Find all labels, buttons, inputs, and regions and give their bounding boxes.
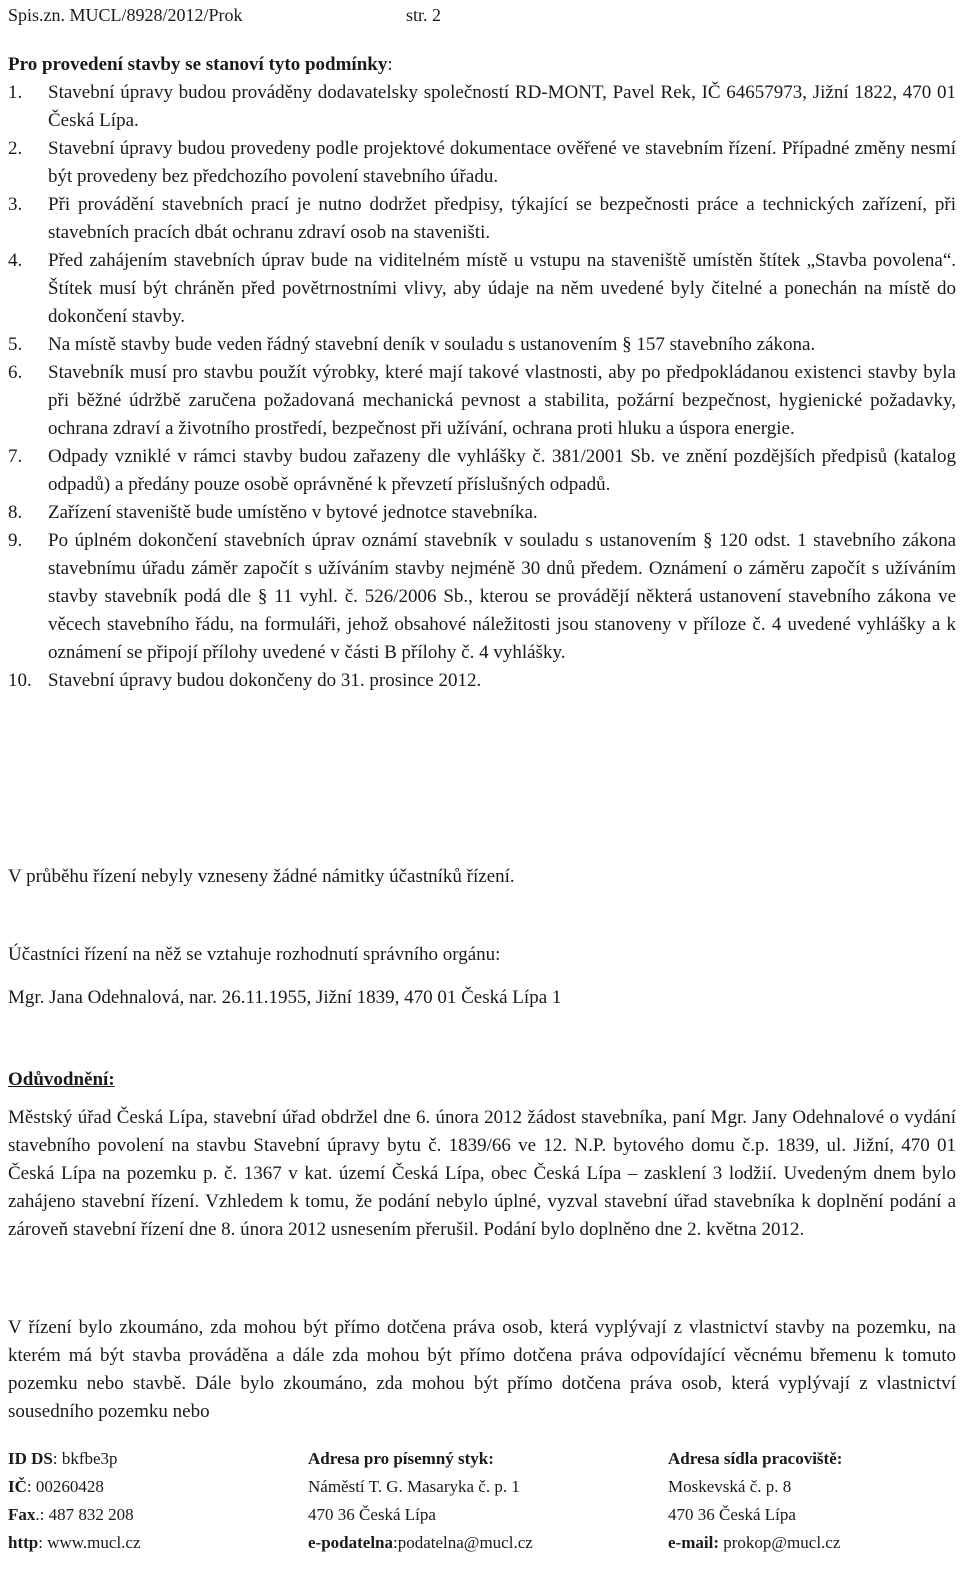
condition-text: Stavební úpravy budou provedeny podle projektové dokumentace ověřené ve stavebním řízení. Případné změny nesmí být provedeny bez předchozího povolení stavebního úřadu. <box>48 138 956 187</box>
footer-value: : www.mucl.cz <box>38 1533 141 1552</box>
footer-value: prokop@mucl.cz <box>718 1533 841 1552</box>
participant-entry: Mgr. Jana Odehnalová, nar. 26.11.1955, Jižní 1839, 470 01 Česká Lípa 1 <box>8 987 562 1008</box>
condition-text: Při provádění stavebních prací je nutno dodržet předpisy, týkající se bezpečnosti práce a technických zařízení, při stavebních pracích dbát ochranu zdraví osob na staveništi. <box>48 194 956 243</box>
condition-number: 3. <box>8 194 23 215</box>
page-number: str. 2 <box>406 5 442 25</box>
condition-text: Stavební úpravy budou prováděny dodavatelsky společností RD-MONT, Pavel Rek, IČ 64657973, Jižní 1822, 470 01 Česká Lípa. <box>48 82 956 131</box>
footer-fax <box>8 1501 141 1529</box>
footer-http <box>8 1529 141 1557</box>
condition-text: Stavebník musí pro stavbu použít výrobky, které mají takové vlastnosti, aby po předpokládanou existenci stavby byla při běžné údržbě zaručena požadovaná mechanická pevnost a stabilita, požární bezpečnost, hygienické požadavky, ochrana zdraví a životního prostředí, bezpečnost při užívání, ochrana proti hluku a úspora energie. <box>48 362 956 439</box>
footer-address-line: 470 36 Česká Lípa <box>668 1505 796 1524</box>
footer-heading: Adresa pro písemný styk: <box>308 1449 494 1468</box>
conditions-heading <box>8 51 393 79</box>
condition-item <box>8 331 956 359</box>
condition-number: 9. <box>8 530 23 551</box>
footer-ids-column <box>8 1445 141 1557</box>
footer-heading: Adresa sídla pracoviště: <box>668 1449 843 1468</box>
footer-ic <box>8 1473 141 1501</box>
condition-item <box>8 191 956 247</box>
footer-label: e-mail: <box>668 1533 719 1552</box>
condition-item <box>8 135 956 191</box>
footer-value: : bkfbe3p <box>52 1449 118 1468</box>
condition-item <box>8 443 956 499</box>
condition-item <box>8 359 956 443</box>
condition-text: Stavební úpravy budou dokončeny do 31. prosince 2012. <box>48 670 482 691</box>
conditions-heading-text: Pro provedení stavby se stanoví tyto podmínky <box>8 54 388 75</box>
footer-label: e-podatelna <box>308 1533 393 1552</box>
condition-number: 4. <box>8 250 23 271</box>
condition-text: Po úplném dokončení stavebních úprav oznámí stavebník v souladu s ustanovením § 120 odst. 1 stavebního zákona stavebnímu úřadu záměr započít s užíváním stavby nejméně 30 dnů předem. Oznámení o záměru započít s užíváním stavby stavebník podá dle § 11 vyhl. č. 526/2006 Sb., kterou se provádějí některá ustanovení stavebního zákona ve věcech stavebního řádu, na formuláři, jehož obsahové náležitosti jsou stanoveny v příloze č. 4 uvedené vyhlášky a k oznámení se připojí přílohy uvedené v části B přílohy č. 4 vyhlášky. <box>48 530 956 663</box>
footer-label: ID DS <box>8 1449 53 1468</box>
condition-number: 10. <box>8 670 32 691</box>
condition-number: 6. <box>8 362 23 383</box>
condition-number: 7. <box>8 446 23 467</box>
footer-address-line: 470 36 Česká Lípa <box>308 1505 436 1524</box>
conditions-list <box>8 79 956 695</box>
reasoning-paragraph: V řízení bylo zkoumáno, zda mohou být přímo dotčena práva osob, která vyplývají z vlastnictví stavby na pozemku, na kterém má být stavba prováděna a dále zda mohou být přímo dotčena práva odpovídající věcnému břemenu k tomuto pozemku nebo stavbě. Dále bylo zkoumáno, zda mohou být přímo dotčena práva osob, která vyplývají z vlastnictví sousedního pozemku nebo <box>8 1317 956 1422</box>
condition-number: 8. <box>8 502 23 523</box>
condition-item <box>8 499 956 527</box>
condition-item <box>8 667 956 695</box>
footer-epodatelna <box>308 1529 533 1557</box>
condition-text: Na místě stavby bude veden řádný stavební deník v souladu s ustanovením § 157 stavebního zákona. <box>48 334 816 355</box>
footer-label: http <box>8 1533 39 1552</box>
footer-address-line: Moskevská č. p. 8 <box>668 1477 792 1496</box>
condition-number: 1. <box>8 82 23 103</box>
footer-email <box>668 1529 842 1557</box>
footer-value: :podatelna@mucl.cz <box>393 1533 533 1552</box>
conditions-heading-colon: : <box>387 54 393 75</box>
condition-item <box>8 247 956 331</box>
reasoning-paragraph: Městský úřad Česká Lípa, stavební úřad obdržel dne 6. února 2012 žádost stavebníka, paní Mgr. Jany Odehnalové o vydání stavebního povolení na stavbu Stavební úpravy bytu č. 1839/66 ve 12. N.P. bytového domu č.p. 1839, ul. Jižní, 470 01 Česká Lípa na pozemku p. č. 1367 v kat. území Česká Lípa, obec Česká Lípa – zasklení 3 lodžií. Uvedeným dnem bylo zahájeno stavební řízení. Vzhledem k tomu, že podání nebylo úplné, vyzval stavební úřad stavebníka k doplnění podání a zároveň stavební řízení dne 8. února 2012 usnesením přerušil. Podání bylo doplněno dne 2. května 2012. <box>8 1107 956 1240</box>
participants-label: Účastníci řízení na něž se vztahuje rozhodnutí správního orgánu: <box>8 944 501 965</box>
footer-value: : 00260428 <box>26 1477 104 1496</box>
footer-value: .: 487 832 208 <box>35 1505 134 1524</box>
condition-text: Před zahájením stavebních úprav bude na viditelném místě u vstupu na staveniště umístěn štítek „Stavba povolena“. Štítek musí být chráněn před povětrnostními vlivy, aby údaje na něm uvedené byly čitelné a ponechán na místě do dokončení stavby. <box>48 250 956 327</box>
footer-label: Fax <box>8 1505 36 1524</box>
footer-address-line: Náměstí T. G. Masaryka č. p. 1 <box>308 1477 520 1496</box>
condition-text: Zařízení staveniště bude umístěno v bytové jednotce stavebníka. <box>48 502 538 523</box>
objections-note: V průběhu řízení nebyly vzneseny žádné námitky účastníků řízení. <box>8 866 515 887</box>
page-header <box>8 2 956 28</box>
reasoning-heading: Odůvodnění: <box>8 1069 115 1090</box>
file-reference: Spis.zn. MUCL/8928/2012/Prok <box>8 5 243 25</box>
condition-number: 2. <box>8 138 23 159</box>
condition-number: 5. <box>8 334 23 355</box>
footer-label: IČ <box>8 1477 27 1496</box>
condition-item <box>8 79 956 135</box>
condition-text: Odpady vzniklé v rámci stavby budou zařazeny dle vyhlášky č. 381/2001 Sb. ve znění pozdějších předpisů (katalog odpadů) a předány pouze osobě oprávněné k převzetí příslušných odpadů. <box>48 446 956 495</box>
condition-item <box>8 527 956 667</box>
footer-mail-address-column <box>308 1445 533 1557</box>
footer-office-address-column <box>668 1445 842 1557</box>
footer-id-ds <box>8 1445 141 1473</box>
